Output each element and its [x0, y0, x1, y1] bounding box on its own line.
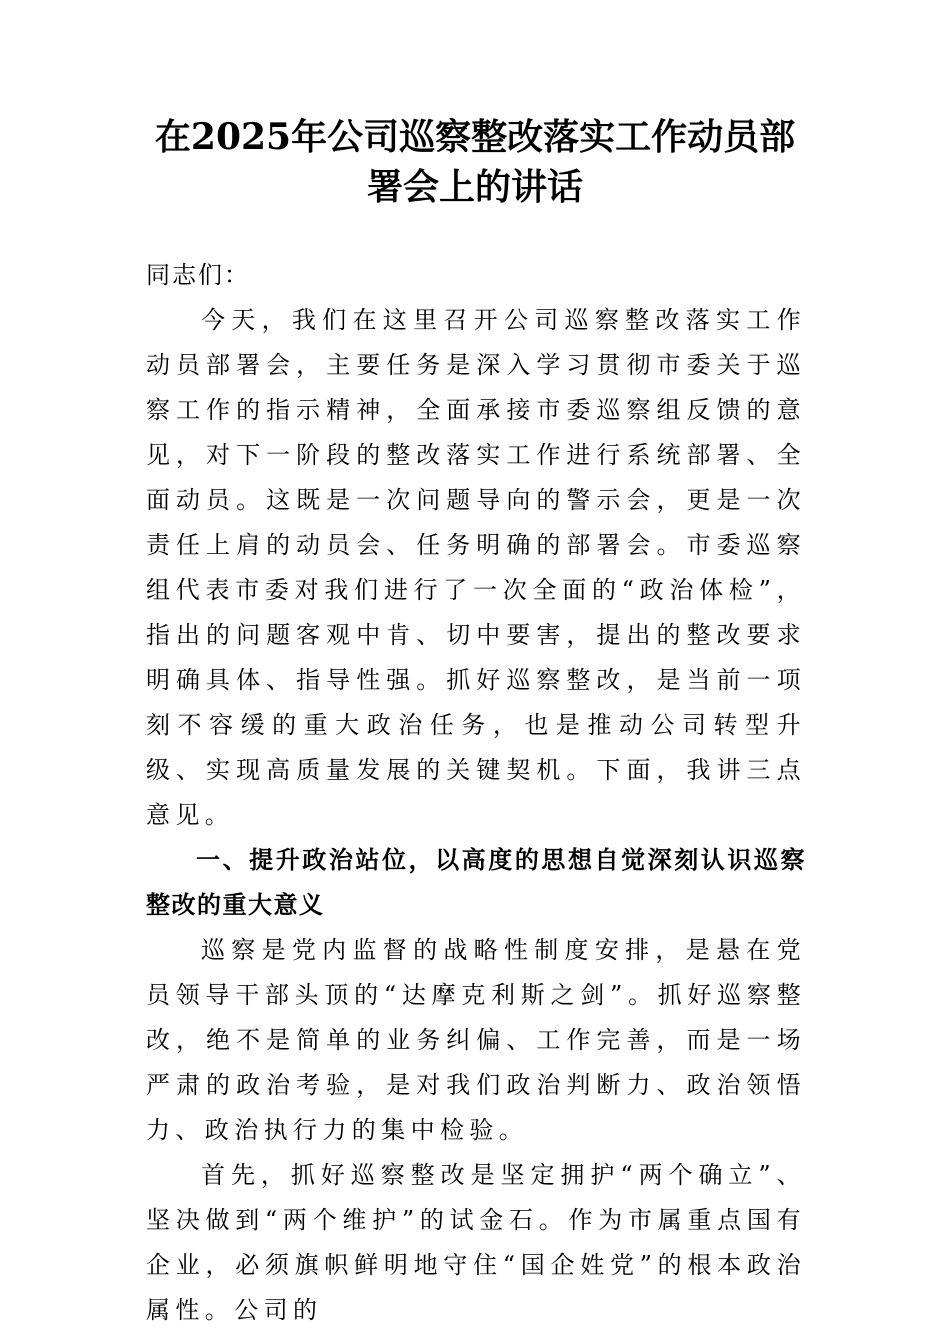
section-paragraph: 巡察是党内监督的战略性制度安排，是悬在党员领导干部头顶的“达摩克利斯之剑”。抓好巡察整改，绝不是简单的业务纠偏、工作完善，而是一场严肃的政治考验，是对我们政治判断力、政治领悟力、政治执行力的集中检验。 [146, 936, 806, 1144]
document-title: 在2025年公司巡察整改落实工作动员部署会上的讲话 [154, 116, 796, 208]
section-paragraph: 首先，抓好巡察整改是坚定拥护“两个确立”、坚决做到“两个维护”的试金石。作为市属重点国有企业，必须旗帜鲜明地守住“国企姓党”的根本政治属性。公司的 [146, 1161, 806, 1324]
salutation: 同志们： [146, 261, 250, 289]
document-body [146, 253, 806, 1333]
section-heading: 一、提升政治站位，以高度的思想自觉深刻认识巡察整改的重大意义 [146, 846, 806, 919]
intro-paragraph: 今天，我们在这里召开公司巡察整改落实工作动员部署会，主要任务是深入学习贯彻市委关于巡察工作的指示精神，全面承接市委巡察组反馈的意见，对下一阶段的整改落实工作进行系统部署、全面动员。这既是一次问题导向的警示会，更是一次责任上肩的动员会、任务明确的部署会。市委巡察组代表市委对我们进行了一次全面的“政治体检”，指出的问题客观中肯、切中要害，提出的整改要求明确具体、指导性强。抓好巡察整改，是当前一项刻不容缓的重大政治任务，也是推动公司转型升级、实现高质量发展的关键契机。下面，我讲三点意见。 [146, 306, 806, 829]
